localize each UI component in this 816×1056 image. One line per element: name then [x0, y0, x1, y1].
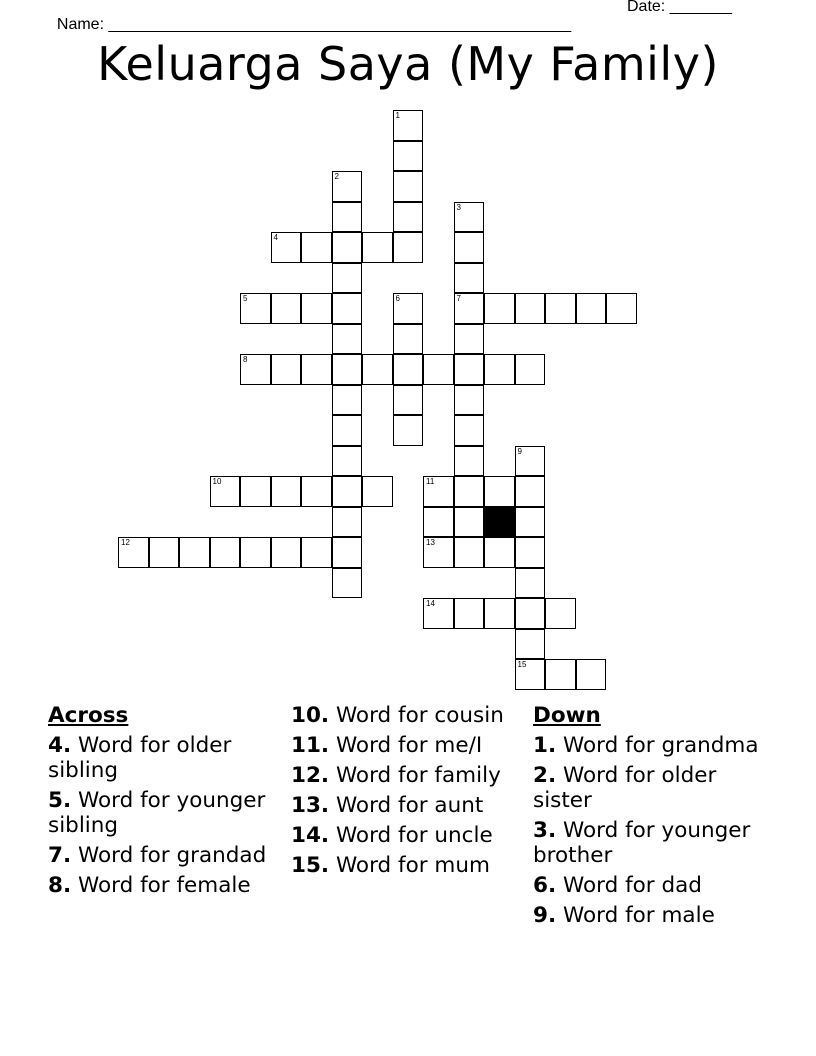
grid-cell[interactable]	[454, 385, 485, 416]
grid-cell[interactable]	[240, 476, 271, 507]
clue-number: 6	[395, 294, 400, 303]
grid-cell[interactable]	[301, 293, 332, 324]
grid-cell[interactable]	[210, 537, 241, 568]
grid-cell[interactable]	[545, 293, 576, 324]
grid-cell[interactable]	[240, 537, 271, 568]
clue-across-5: 5. Word for younger sibling	[48, 788, 266, 838]
grid-cell[interactable]	[301, 476, 332, 507]
grid-cell[interactable]	[515, 476, 546, 507]
grid-cell[interactable]	[271, 537, 302, 568]
grid-cell[interactable]	[393, 171, 424, 202]
grid-cell[interactable]	[515, 446, 546, 477]
grid-cell[interactable]	[332, 446, 363, 477]
grid-cell[interactable]	[423, 598, 454, 629]
grid-cell[interactable]	[210, 476, 241, 507]
grid-cell[interactable]	[454, 293, 485, 324]
grid-cell[interactable]	[332, 476, 363, 507]
grid-cell[interactable]	[332, 293, 363, 324]
clue-across-4: 4. Word for older sibling	[48, 733, 232, 783]
grid-cell[interactable]	[393, 324, 424, 355]
grid-cell[interactable]	[484, 476, 515, 507]
grid-cell[interactable]	[393, 110, 424, 141]
down-heading: Down	[533, 703, 601, 728]
grid-cell[interactable]	[393, 415, 424, 446]
grid-cell[interactable]	[576, 659, 607, 690]
clue-down-3: 3. Word for younger brother	[533, 818, 751, 868]
grid-cell[interactable]	[484, 293, 515, 324]
grid-cell[interactable]	[454, 446, 485, 477]
grid-cell[interactable]	[393, 354, 424, 385]
grid-cell[interactable]	[515, 537, 546, 568]
clue-across-12: 12. Word for family	[291, 763, 501, 788]
grid-cell[interactable]	[271, 354, 302, 385]
clue-number: 14	[426, 599, 435, 608]
grid-cell[interactable]	[332, 354, 363, 385]
grid-cell[interactable]	[454, 202, 485, 233]
grid-cell[interactable]	[271, 232, 302, 263]
grid-cell[interactable]	[484, 537, 515, 568]
grid-cell[interactable]	[454, 415, 485, 446]
grid-cell[interactable]	[545, 598, 576, 629]
grid-cell[interactable]	[301, 354, 332, 385]
clues-column-3	[533, 703, 773, 933]
clue-number: 12	[121, 538, 130, 547]
clue-number: 11	[426, 477, 435, 486]
clue-number: 2	[334, 172, 339, 181]
clue-number: 10	[212, 477, 222, 486]
grid-cell[interactable]	[362, 354, 393, 385]
black-square	[484, 507, 515, 538]
grid-cell[interactable]	[454, 537, 485, 568]
grid-cell[interactable]	[454, 598, 485, 629]
grid-cell[interactable]	[423, 537, 454, 568]
grid-cell[interactable]	[515, 629, 546, 660]
across-heading: Across	[48, 703, 129, 728]
grid-cell[interactable]	[515, 507, 546, 538]
clue-across-13: 13. Word for aunt	[291, 793, 484, 818]
grid-cell[interactable]	[454, 324, 485, 355]
grid-cell[interactable]	[332, 537, 363, 568]
grid-cell[interactable]	[576, 293, 607, 324]
name-field[interactable]: Name: ____________________________________________________	[56, 16, 572, 33]
grid-cell[interactable]	[515, 354, 546, 385]
clue-number: 1	[395, 111, 400, 120]
clue-number: 15	[517, 660, 527, 669]
grid-cell[interactable]	[362, 232, 393, 263]
grid-cell[interactable]	[515, 659, 546, 690]
clue-number: 9	[517, 446, 522, 456]
grid-cell[interactable]	[393, 141, 424, 172]
clues-column-1	[48, 703, 278, 903]
grid-cell[interactable]	[271, 476, 302, 507]
grid-cell[interactable]	[454, 354, 485, 385]
grid-cell[interactable]	[423, 507, 454, 538]
grid-cell[interactable]	[454, 507, 485, 538]
grid-cell[interactable]	[271, 293, 302, 324]
page-title: Keluarga Saya (My Family)	[97, 37, 719, 91]
clue-down-6: 6. Word for dad	[533, 873, 702, 898]
grid-cell[interactable]	[606, 293, 637, 324]
clue-across-7: 7. Word for grandad	[48, 843, 267, 868]
grid-cell[interactable]	[240, 293, 271, 324]
clue-down-1: 1. Word for grandma	[533, 733, 759, 758]
clues-column-2	[291, 703, 521, 883]
grid-cell[interactable]	[301, 232, 332, 263]
grid-cell[interactable]	[484, 354, 515, 385]
grid-cell[interactable]	[545, 659, 576, 690]
grid-cell[interactable]	[240, 354, 271, 385]
grid-cell[interactable]	[332, 324, 363, 355]
grid-cell[interactable]	[393, 232, 424, 263]
clue-number: 5	[243, 294, 248, 303]
grid-cell[interactable]	[332, 385, 363, 416]
clue-across-10: 10. Word for cousin	[291, 703, 504, 728]
clue-down-2: 2. Word for older sister	[533, 763, 717, 813]
grid-cell[interactable]	[118, 537, 149, 568]
grid-cell[interactable]	[423, 354, 454, 385]
grid-cell[interactable]	[332, 263, 363, 294]
grid-cell[interactable]	[179, 537, 210, 568]
grid-cell[interactable]	[484, 598, 515, 629]
clue-across-8: 8. Word for female	[48, 873, 251, 898]
grid-cell[interactable]	[332, 232, 363, 263]
clue-number: 13	[426, 538, 435, 547]
clue-number: 8	[243, 355, 248, 364]
grid-cell[interactable]	[393, 293, 424, 324]
grid-cell[interactable]	[332, 171, 363, 202]
clue-across-15: 15. Word for mum	[291, 853, 490, 878]
grid-cell[interactable]	[301, 537, 332, 568]
clue-down-9: 9. Word for male	[533, 903, 715, 928]
grid-cell[interactable]	[515, 598, 546, 629]
grid-cell[interactable]	[454, 263, 485, 294]
grid-cell[interactable]	[332, 415, 363, 446]
grid-cell[interactable]	[393, 385, 424, 416]
date-field[interactable]: Date: _______	[627, 0, 732, 15]
grid-cell[interactable]	[454, 476, 485, 507]
grid-cell[interactable]	[423, 476, 454, 507]
grid-cell[interactable]	[362, 476, 393, 507]
grid-cell[interactable]	[332, 202, 363, 233]
grid-cell[interactable]	[332, 507, 363, 538]
grid-cell[interactable]	[332, 568, 363, 599]
grid-cell[interactable]	[515, 568, 546, 599]
grid-cell[interactable]	[454, 232, 485, 263]
clue-across-14: 14. Word for uncle	[291, 823, 493, 848]
clue-number: 4	[273, 233, 278, 242]
clue-number: 7	[456, 294, 461, 303]
grid-cell[interactable]	[515, 293, 546, 324]
grid-cell[interactable]	[393, 202, 424, 233]
grid-cell[interactable]	[149, 537, 180, 568]
clue-across-11: 11. Word for me/I	[291, 733, 483, 758]
clue-number: 3	[456, 202, 461, 212]
